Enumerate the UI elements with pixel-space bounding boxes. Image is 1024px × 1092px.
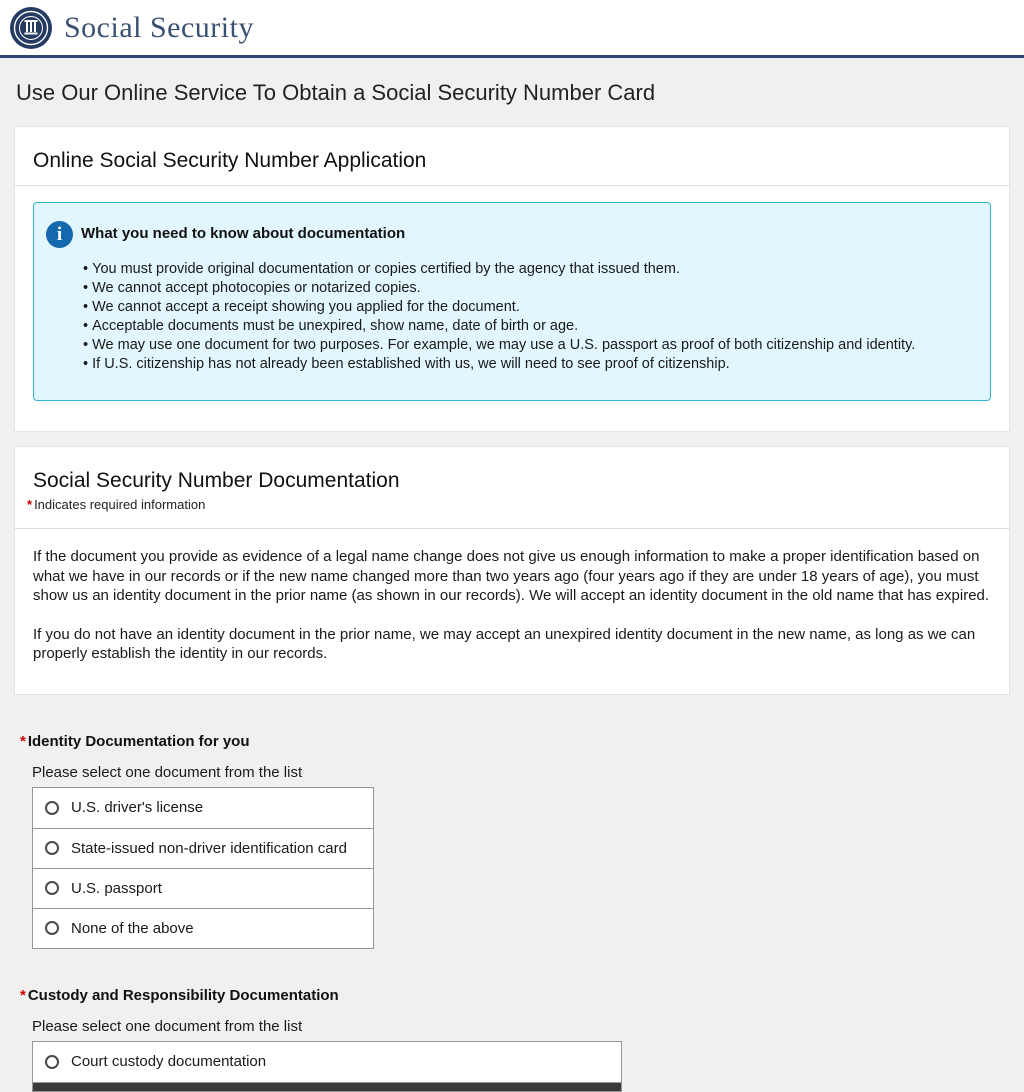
documentation-paragraph: If you do not have an identity document in the prior name, we may accept an unexpired identity document in the new name, as long as we can properly establish the identity in our records. [33,625,976,662]
documentation-card [14,446,1010,695]
option-court-custody-documentation[interactable] [33,1042,621,1082]
info-box-title: What you need to know about documentation [81,225,406,242]
application-card [14,126,1010,432]
info-bullet-list [81,260,915,374]
documentation-paragraph: If the document you provide as evidence of a legal name change does not give us enough information to make a proper identification based on what we have in our records or if the new name changed more than two years ago (four years ago if they are under 18 years of age), you must show us an identity document in the prior name (as shown in our records). We will accept an identity document in the old name that has expired. [33,548,990,604]
option-none-of-the-above[interactable] [33,908,373,948]
required-asterisk: * [20,986,26,1004]
radio-icon[interactable] [45,841,59,855]
option-label: State-issued non-driver identification card [71,839,347,857]
documentation-info-box [33,202,991,401]
option-us-passport[interactable] [33,868,373,908]
option-label: Court custody documentation [71,1053,267,1070]
custody-question-instruction: Please select one document from the list [32,1017,303,1035]
ssa-seal-icon [10,7,52,49]
option-us-drivers-license[interactable] [33,788,373,828]
info-bullet: • You must provide original documentation or copies certified by the agency that issued them. [81,260,915,279]
site-header [0,0,1024,58]
option-row-partial[interactable] [33,1082,621,1091]
radio-icon[interactable] [45,801,59,815]
identity-question-instruction: Please select one document from the list [32,763,303,781]
radio-icon[interactable] [45,921,59,935]
custody-option-list [32,1041,622,1092]
radio-icon[interactable] [45,881,59,895]
required-asterisk: * [27,497,33,512]
documentation-body [15,529,1009,694]
main-content [0,80,1024,1092]
required-asterisk: * [20,732,26,750]
brand-title: Social Security [64,10,254,44]
option-state-id-card[interactable] [33,828,373,868]
info-bullet: • We cannot accept photocopies or notarized copies. [81,279,915,298]
required-note: * Indicates required information [27,497,206,512]
page-title: Use Our Online Service To Obtain a Social Security Number Card [16,80,656,105]
identity-question [20,733,1004,949]
radio-icon[interactable] [45,1055,59,1069]
custody-question [20,987,1004,1092]
identity-option-list [32,787,374,949]
option-label: U.S. driver's license [71,799,204,816]
info-bullet: • We cannot accept a receipt showing you applied for the document. [81,298,915,317]
custody-question-label: * Custody and Responsibility Documentation [20,986,339,1004]
option-label: None of the above [71,919,194,937]
option-label: U.S. passport [71,879,162,897]
documentation-title: Social Security Number Documentation [33,469,400,492]
info-icon: i [46,221,73,248]
info-bullet: • We may use one document for two purposes. For example, we may use a U.S. passport as proof of both citizenship and identity. [81,336,915,355]
info-bullet: • If U.S. citizenship has not already been established with us, we will need to see proof of citizenship. [81,355,915,374]
application-title: Online Social Security Number Application [33,149,427,172]
identity-question-label: * Identity Documentation for you [20,732,250,750]
info-bullet: • Acceptable documents must be unexpired, show name, date of birth or age. [81,317,915,336]
